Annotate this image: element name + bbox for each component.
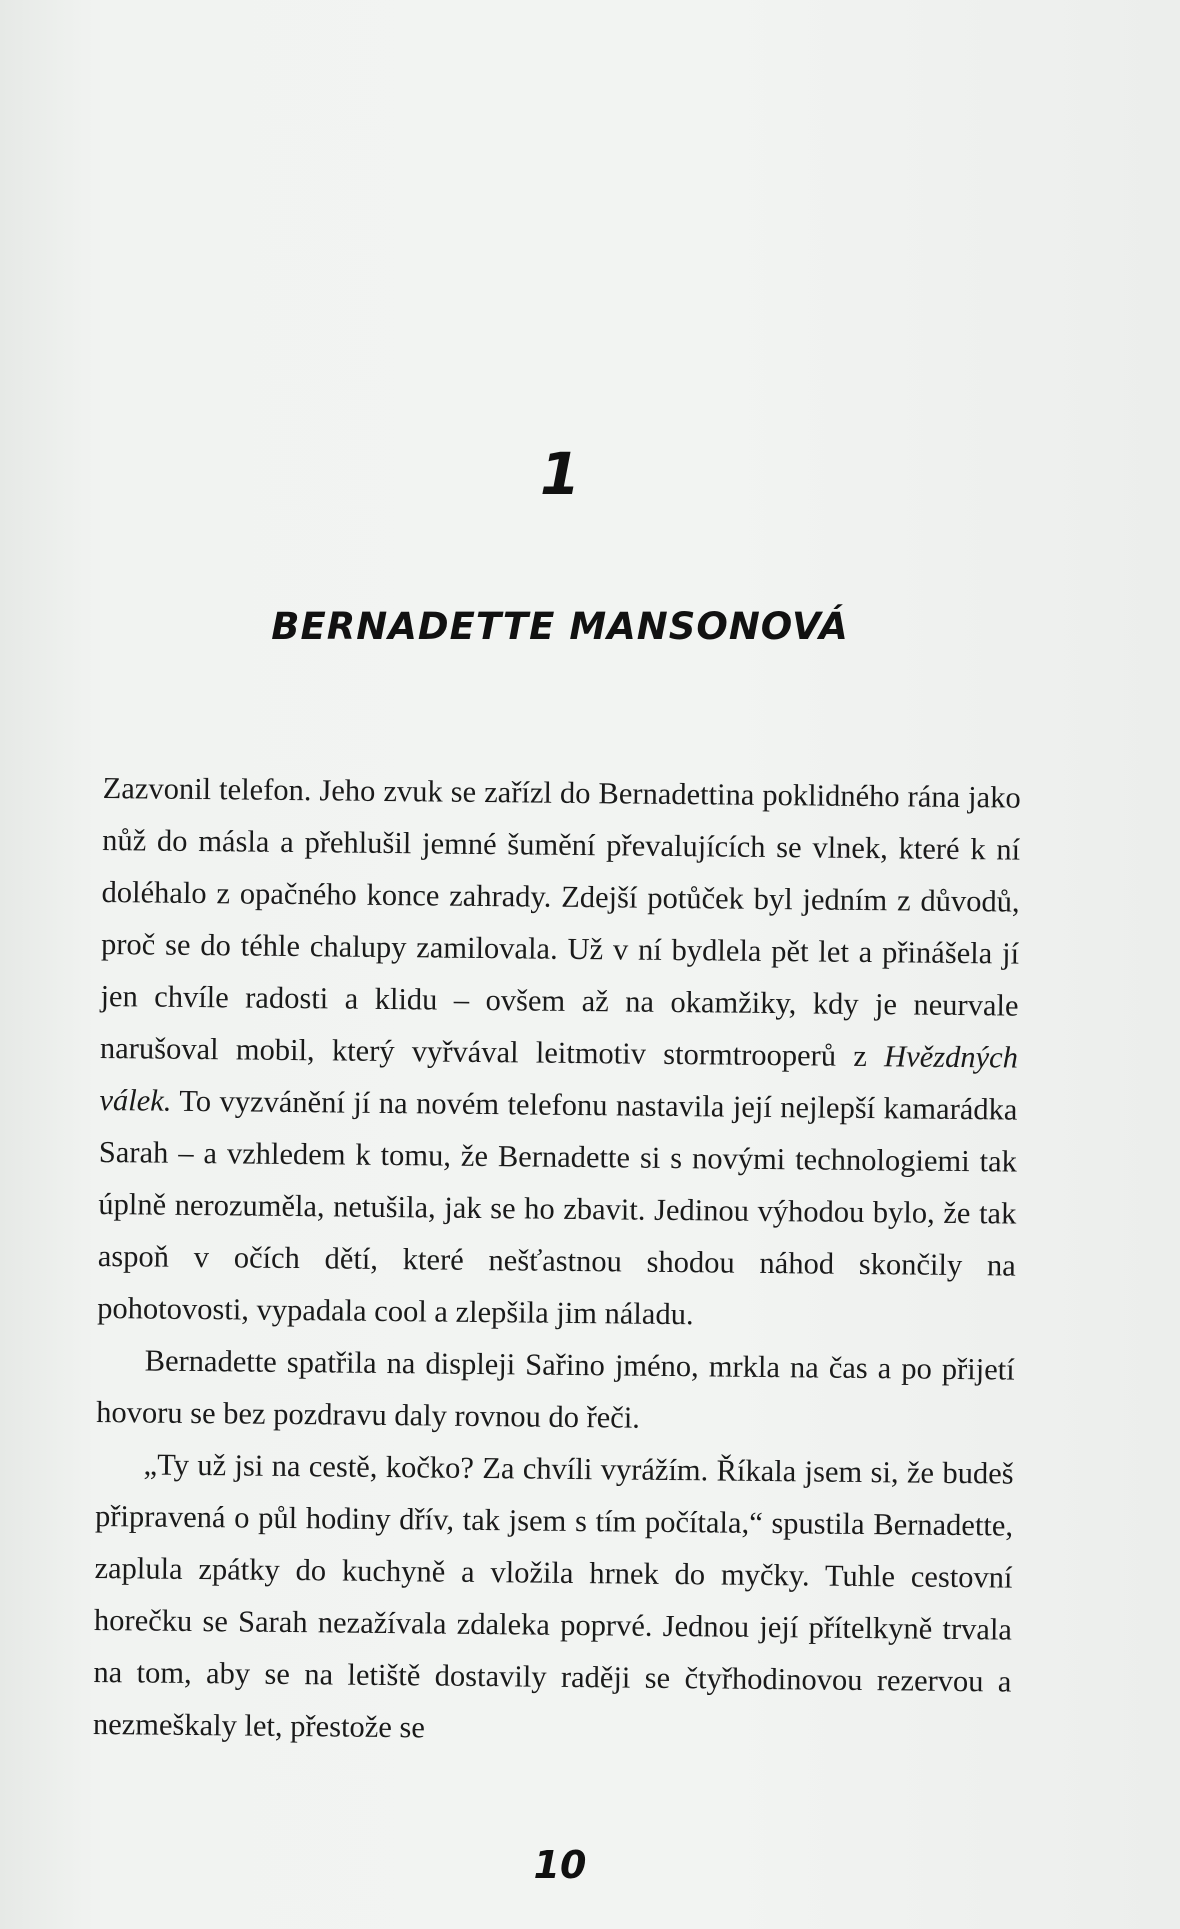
chapter-title: BERNADETTE MANSONOVÁ: [271, 605, 849, 648]
paragraph-1-start: Zazvonil telefon. Jeho zvuk se zařízl do Bernadettina poklidného rána jako nůž do másla a přehlušil jemné šumění převalujících se vlnek, které k ní doléhalo z opačného konce zahrady. Zdejší potůček byl jedním z důvodů, proč se do téhle chalupy zamilovala. Už v ní bydlela pět let a přinášela jí jen chvíle radosti a klidu – ovšem až na okamžiky, kdy je neurvale narušoval mobil, který vyřvával leitmotiv stormtrooperů z: [99, 770, 1021, 1074]
paragraph-2: Bernadette spatřila na displeji Sařino jméno, mrkla na čas a po přijetí hovoru se bez pozdravu daly rovnou do řeči.: [96, 1343, 1015, 1435]
page-number: 10: [533, 1843, 587, 1887]
paragraph-1-end: To vyzvánění jí na novém telefonu nastavila její nejlepší kamarádka Sarah – a vzhledem k tomu, že Bernadette si s novými technologiemi tak úplně nerozuměla, netušila, jak se ho zbavit. Jedinou výhodou bylo, že tak aspoň v očích dětí, které nešťastnou shodou náhod skončily na pohotovosti, vypadala cool a zlepšila jim náladu.: [97, 1083, 1018, 1332]
paragraph-1: [97, 762, 1021, 1344]
paragraph-1-italic-title: Hvězdných válek.: [99, 1039, 1019, 1118]
chapter-number: 1: [539, 440, 581, 508]
paragraph-3: „Ty už jsi na cestě, kočko? Za chvíli vyrážím. Říkala jsem si, že budeš připravená o půl hodiny dřív, tak jsem s tím počítala,“ spustila Bernadette, zaplula zpátky do kuchyně a vložila hrnek do myčky. Tuhle cestovní horečku se Sarah nezažívala zdaleka poprvé. Jednou její přítelkyně trvala na tom, aby se na letiště dostavily raději se čtyřhodinovou rezervou a nezmeškaly let, přestože se: [92, 1447, 1014, 1745]
body-text: [93, 762, 1021, 1760]
